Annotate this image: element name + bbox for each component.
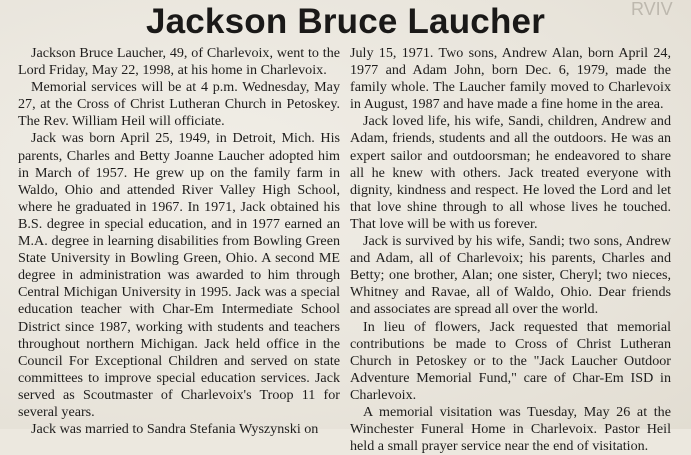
paragraph-survivors: Jack is survived by his wife, Sandi; two sons, Andrew and Adam, all of Charlevoix; his parents, Charles and Betty; one brother, Alan; one sister, Cheryl; two nieces, Whitney and Ravae, all of Waldo, Ohio. Dear friends and associates are spread all over the world. (350, 233, 671, 318)
paragraph-loves: Jack loved life, his wife, Sandi, children, Andrew and Adam, friends, students and all the outdoors. He was an expert sailor and outdoorsman; he endeavored to share all he knew with others. Jack treated everyone with dignity, kindness and respect. He loved the Lord and let that love shine through to all whose lives he touched. That love will be with us forever. (350, 113, 671, 232)
paragraph-marriage-start: Jack was married to Sandra Stefania Wyszynski on (31, 421, 319, 438)
paragraph-biography: Jack was born April 25, 1949, in Detroit, Mich. His parents, Charles and Betty Joanne Laucher adopted him in March of 1957. He grew up on the family farm in Waldo, Ohio and attended River Valley High School, where he graduated in 1967. In 1971, Jack obtained his B.S. degree in special education, and in 1977 earned an M.A. degree in learning disabilities from Bowling Green State University in Bowling Green, Ohio. A second ME degree in administration was awarded to him through Central Michigan University in 1995. Jack was a special education teacher with Char-Em Intermediate School District since 1987, working with students and teachers throughout northern Michigan. Jack held office in the Council For Exceptional Children and served on state committees to improve special education services. Jack served as Scoutmaster of Charlevoix's Troop 11 for several years. (18, 130, 340, 420)
paragraph-death-notice: Jackson Bruce Laucher, 49, of Charlevoix, went to the Lord Friday, May 22, 1998, at his home in Charlevoix. (18, 45, 340, 79)
obituary-headline: Jackson Bruce Laucher (145, 2, 546, 41)
paragraph-memorials: In lieu of flowers, Jack requested that memorial contributions be made to Cross of Christ Lutheran Church in Petoskey or to the "Jack Laucher Outdoor Adventure Memorial Fund," care of Char-Em ISD in Charlevoix. (350, 318, 671, 403)
adjacent-column-bleed: RVIV (631, 0, 673, 19)
paragraph-visitation: A memorial visitation was Tuesday, May 26 at the Winchester Funeral Home in Charlevoix. Pastor Heil held a small prayer service near the end of visitation. (350, 403, 671, 455)
right-column (350, 45, 671, 455)
paragraph-marriage-continued: July 15, 1971. Two sons, Andrew Alan, born April 24, 1977 and Adam John, born Dec. 6, 1979, made the family whole. The Laucher family moved to Charlevoix in August, 1987 and have made a fine home in the area. (350, 45, 671, 113)
left-column (18, 45, 340, 438)
paragraph-memorial-services: Memorial services will be at 4 p.m. Wednesday, May 27, at the Cross of Christ Lutheran Church in Petoskey. The Rev. William Heil will officiate. (18, 79, 340, 130)
